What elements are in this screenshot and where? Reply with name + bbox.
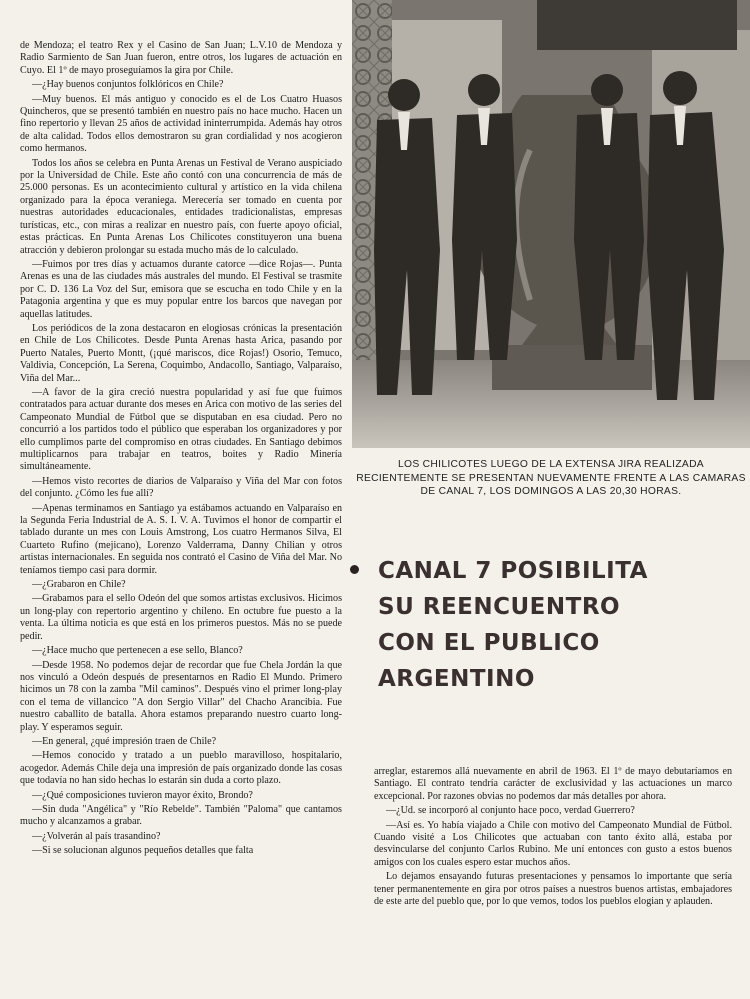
paragraph: —Desde 1958. No podemos dejar de recordar que fue Chela Jordán la que nos vinculó a Odeón después de presentarnos en Radio El Mundo. Primero hicimos un 78 con la zamba "Mil caminos". Después vino el primer long-play con el tema de villancico "A don Sergio Villar" del Chacho Arancibia. Fue nuestro caballito de batalla. Ahora estamos preparando nuestro cuarto long-play. Y esperamos seguir. bbox=[20, 659, 342, 733]
paragraph: —Apenas terminamos en Santiago ya estábamos actuando en Valparaíso en la Segunda Feria Industrial de A. S. I. V. A. Tuvimos el honor de compartir el tablado durante un mes con Louis Amstrong, Los cuatro Hermanos Silva, El Cuarteto Rufino (mejicano), Lorenzo Valderrama, Danny Chilian y otros artistas internacionales. En seguida nos contrató el Casino de Viña del Mar. No teníamos tiempo casi para dormir. bbox=[20, 502, 342, 576]
paragraph: —Grabamos para el sello Odeón del que somos artistas exclusivos. Hicimos un long-play con repertorio argentino y chileno. En octubre fue puesto a la venta. La última noticia es que está en los primeros puestos. Más no se puede pedir. bbox=[20, 593, 342, 642]
paragraph: arreglar, estaremos allá nuevamente en abril de 1963. El 1º de mayo debutaríamos en Santiago. El contrato tendría carácter de exclusividad y las actuaciones un marco excepcional. Por razones obvias no podemos dar más detalles por ahora. bbox=[374, 766, 732, 802]
headline-line: ARGENTINO bbox=[378, 666, 535, 692]
headline-bullet bbox=[350, 565, 359, 574]
paragraph: —En general, ¿qué impresión traen de Chile? bbox=[32, 735, 217, 747]
photo-caption: LOS CHILICOTES LUEGO DE LA EXTENSA JIRA REALIZADA RECIENTEMENTE SE PRESENTAN NUEVAMENTE FRENTE A LAS CAMARAS DE CANAL 7, LOS DOMINGOS A LAS 20,30 HORAS. bbox=[356, 459, 746, 497]
paragraph: Los periódicos de la zona destacaron en elogiosas crónicas la presentación en Chile de Los Chilicotes. Desde Punta Arenas hasta Arica, pasando por Puerto Natales, Puerto Montt, (¡qué mariscos, dice Rojas!) Osorio, Temuco, Valdivia, Concepción, La Serena, Coquimbo, Andacollo, Santiago, Valparaíso, Viña del Mar... bbox=[20, 322, 342, 384]
paragraph: —Sin duda "Angélica" y "Río Rebelde". También "Paloma" que cantamos mucho y alcanzamos a grabar. bbox=[20, 803, 342, 828]
paragraph: —¿Ud. se incorporó al conjunto hace poco, verdad Guerrero? bbox=[386, 805, 635, 817]
paragraph: —¿Volverán al país trasandino? bbox=[32, 830, 161, 842]
paragraph: —¿Grabaron en Chile? bbox=[32, 579, 126, 591]
right-text-column bbox=[374, 766, 732, 910]
paragraph: Todos los años se celebra en Punta Arenas un Festival de Verano auspiciado por la Universidad de Chile. Este año contó con una concurrencia de más de 25.000 personas. Es un acontecimiento cultural y artístico en la vida chilena organizado para la época veraniega. Merecería ser tomado en cuenta por nuestras autoridades educacionales, entidades tradicionalistas, empresas turísticas, etc., con miras a realizar en nuestro país, con fuerte apoyo oficial, estas prácticas. En Punta Arenas Los Chilicotes constituyeron una buena atracción y debieron prolongar su estada mucho más de lo calculado. bbox=[20, 157, 342, 256]
paragraph: —Fuimos por tres días y actuamos durante catorce —dice Rojas—. Punta Arenas es una de las ciudades más australes del mundo. El Festival se trasmite por C. D. 136 La Voz del Sur, emisora que se escucha en todo Chile y en la Patagonia argentina y que es muy popular entre los barcos que navegan por aquellas latitudes. bbox=[20, 258, 342, 320]
paragraph: —Si se solucionan algunos pequeños detalles que falta bbox=[32, 845, 254, 857]
headline-line: CANAL 7 POSIBILITA bbox=[378, 558, 648, 584]
paragraph: —Muy buenos. El más antiguo y conocido es el de Los Cuatro Huasos Quincheros, que se presentó también en nuestro país no hace mucho. Hacen un fino repertorio y llevan 25 años de actividad ininterrumpida. Además hay otros de alta calidad. Todos ellos demostraron su gran cordialidad y nos acogieron como hermanos. bbox=[20, 93, 342, 155]
paragraph: —¿Qué composiciones tuvieron mayor éxito, Brondo? bbox=[32, 789, 253, 801]
paragraph: —Hemos conocido y tratado a un pueblo maravilloso, hospitalario, acogedor. Además Chile deja una impresión de país organizado donde las cosas que todavía no han sido hechas lo estarán sin duda a corto plazo. bbox=[20, 750, 342, 787]
article-headline bbox=[356, 553, 740, 697]
paragraph: —Así es. Yo había viajado a Chile con motivo del Campeonato Mundial de Fútbol. Cuando visité a Los Chilicotes que actuaban con tanto éxito allá, estaba por desvincularse del conjunto Carlos Rubino. Me uní entonces con gusto a estos buenos amigos con los cuales espero estar muchos años. bbox=[374, 819, 732, 868]
paragraph: de Mendoza; el teatro Rex y el Casino de San Juan; L.V.10 de Mendoza y Radio Sarmiento de San Juan fueron, entre otros, los lugares de actuación en Cuyo. El 1º de mayo proseguíamos la gira por Chile. bbox=[20, 40, 342, 76]
headline-line: CON EL PUBLICO bbox=[378, 630, 600, 656]
left-text-column bbox=[20, 40, 342, 860]
band-photo bbox=[352, 0, 750, 448]
band-photo-illustration bbox=[352, 0, 750, 448]
paragraph: —A favor de la gira creció nuestra popularidad y así fue que fuimos contratados para actuar durante dos meses en Arica con motivo de las series del Campeonato Mundial de Fútbol que se disputaban en esa ciudad. Pero no concurrió a los partidos todo el público que esperaban los organizadores y por ello cumplimos parte del compromiso en otras ciudades. En Santiago debimos multiplicarnos para trabajar en teatros, boites y Radio Minería simultáneamente. bbox=[20, 386, 342, 473]
headline-line: SU REENCUENTRO bbox=[378, 594, 621, 620]
paragraph: —¿Hay buenos conjuntos folklóricos en Chile? bbox=[32, 79, 224, 91]
paragraph: Lo dejamos ensayando futuras presentaciones y pensamos lo importante que sería tener permanentemente en gira por otros países a nuestros buenos artistas, embajadores de este arte del pueblo que, por lo que vemos, todos los pueblos elogian y aplauden. bbox=[374, 871, 732, 908]
paragraph: —¿Hace mucho que pertenecen a ese sello, Blanco? bbox=[32, 645, 243, 657]
paragraph: —Hemos visto recortes de diarios de Valparaíso y Viña del Mar con fotos del conjunto. ¿Cómo les fue allí? bbox=[20, 475, 342, 500]
